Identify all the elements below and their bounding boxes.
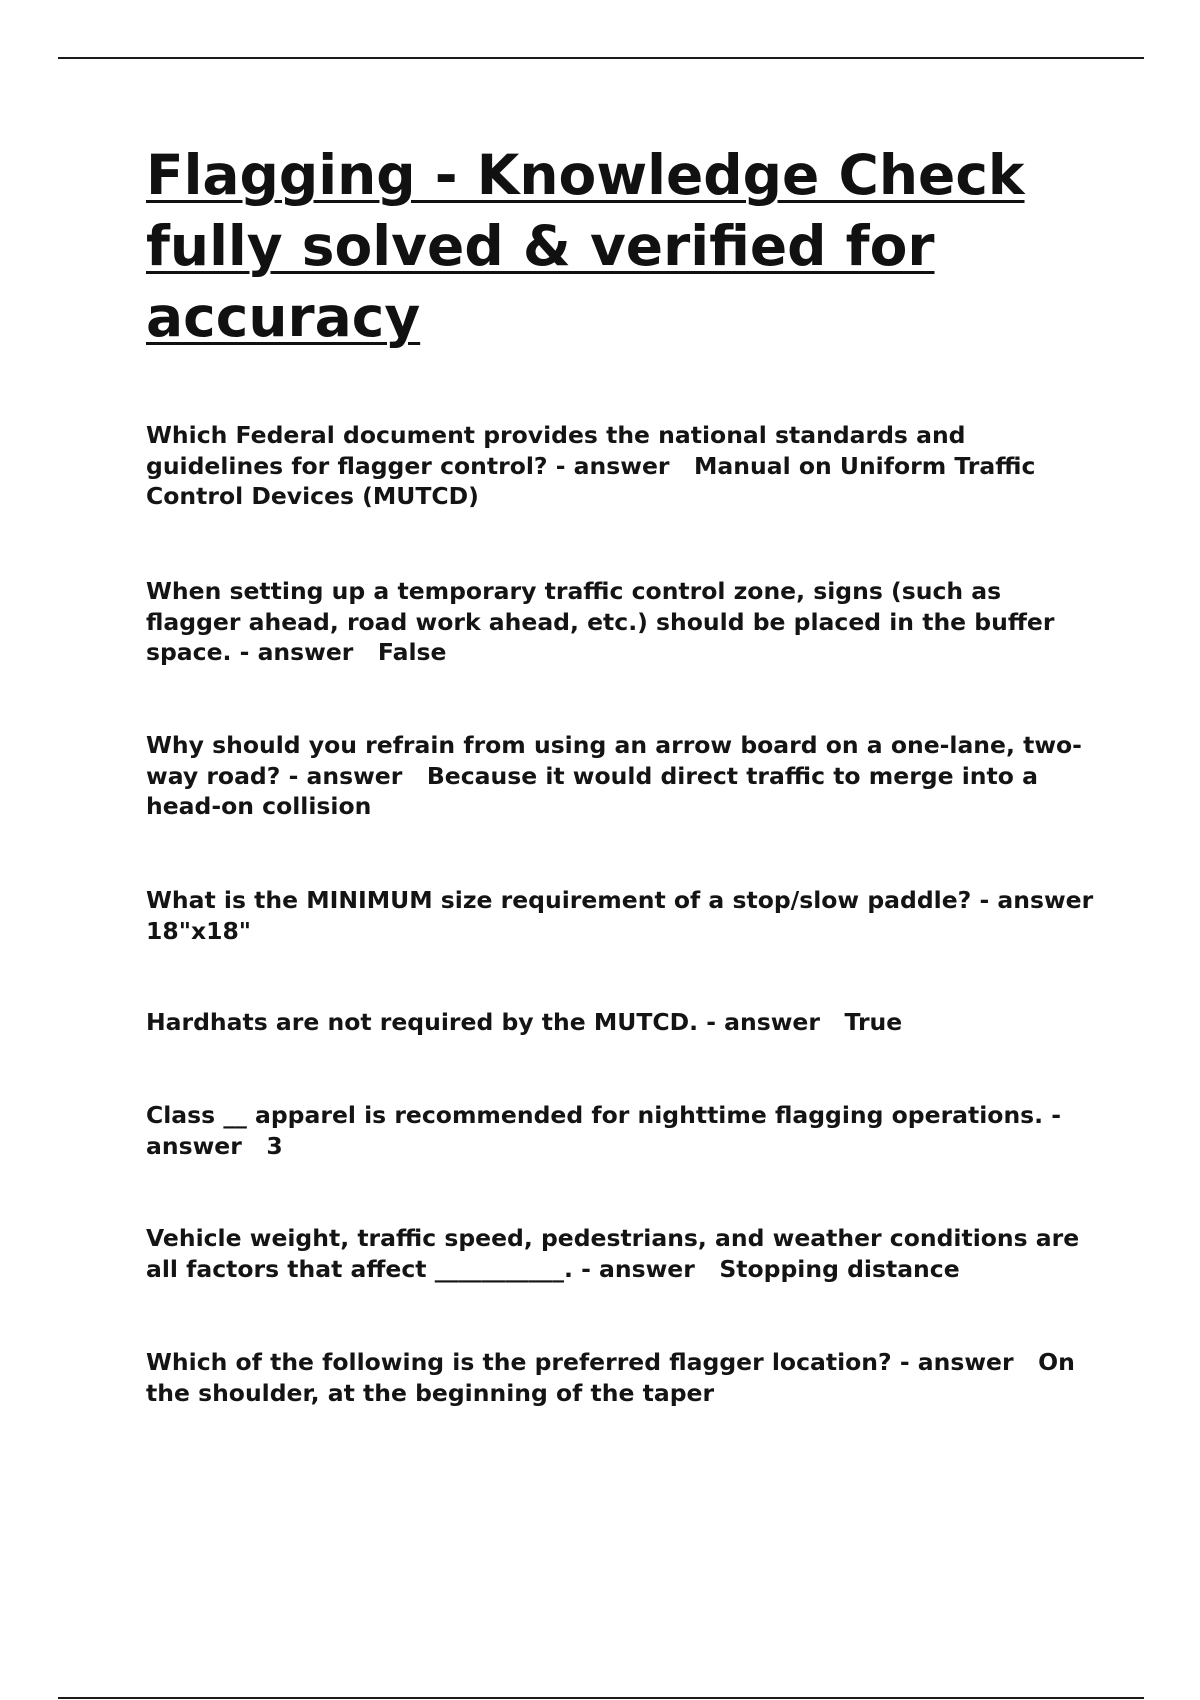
- qa-item-5: Hardhats are not required by the MUTCD. - answer True: [146, 1008, 903, 1036]
- qa-item-6: Class __ apparel is recommended for nighttime flagging operations. - answer 3: [146, 1101, 1070, 1160]
- qa-item-8: Which of the following is the preferred flagger location? - answer On the shoulder, at the beginning of the taper: [146, 1348, 1084, 1407]
- top-rule: [58, 57, 1144, 59]
- qa-item-2: When setting up a temporary traffic control zone, signs (such as flagger ahead, road work ahead, etc.) should be placed in the buffer space. - answer False: [146, 577, 1063, 666]
- qa-item-3: Why should you refrain from using an arrow board on a one-lane, two-way road? - answer Because it would direct traffic to merge into a head-on collision: [146, 731, 1082, 820]
- page-title: Flagging - Knowledge Check fully solved & verified for accuracy: [146, 143, 1025, 349]
- qa-item-4: What is the MINIMUM size requirement of a stop/slow paddle? - answer 18"x18": [146, 886, 1118, 945]
- bottom-rule: [58, 1697, 1144, 1699]
- qa-item-7: Vehicle weight, traffic speed, pedestrians, and weather conditions are all factors that affect ___________. - answer Stopping distance: [146, 1224, 1088, 1283]
- qa-item-1: Which Federal document provides the national standards and guidelines for flagger control? - answer Manual on Uniform Traffic Control Devices (MUTCD): [146, 421, 1044, 510]
